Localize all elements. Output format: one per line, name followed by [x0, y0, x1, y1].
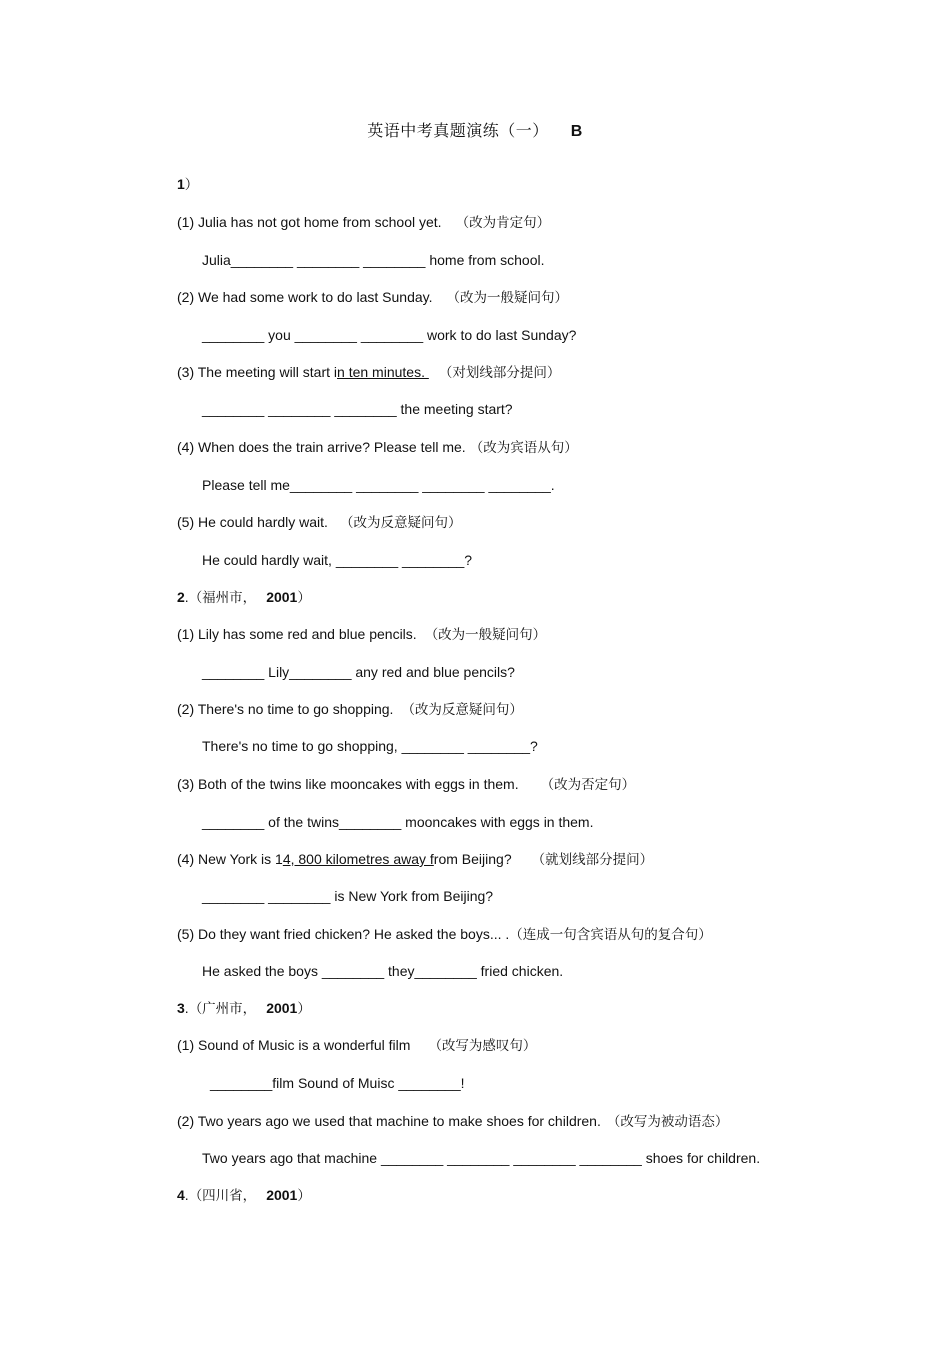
answer-line-3-2: Two years ago that machine ________ ________ ________ ________ shoes for children.	[202, 1150, 761, 1166]
hint-text: （四川省，	[188, 1188, 257, 1204]
text-run: (5) Do they want fried chicken? He asked the boys... .	[177, 926, 510, 942]
answer-line-2-4: ________ ________ is New York from Beijing?	[202, 888, 494, 904]
text-run: (1) Sound of Music is a wonderful film	[177, 1037, 411, 1053]
hint-text: （改写为感叹句）	[428, 1038, 537, 1054]
question-2-5	[177, 925, 712, 944]
question-3-1	[177, 1036, 536, 1055]
text-run: 2001	[266, 1187, 298, 1203]
hint-text: （改写为被动语态）	[606, 1114, 729, 1130]
text-run: (2) We had some work to do last Sunday.	[177, 289, 433, 305]
hint-text: （广州市，	[188, 1001, 257, 1017]
section-2-header	[177, 588, 311, 607]
hint-text: （改为反意疑问句）	[401, 702, 523, 718]
underlined-phrase: n ten minutes.	[337, 364, 429, 380]
hint-text: （改为肯定句）	[455, 215, 551, 231]
answer-line-1-4: Please tell me________ ________ ________ ________.	[202, 477, 555, 493]
text-run: 1	[177, 176, 185, 192]
text-run: 4	[177, 1187, 185, 1203]
hint-text: （就划线部分提问）	[531, 852, 654, 868]
text-run: 2001	[266, 1000, 298, 1016]
question-1-3	[177, 363, 560, 382]
hint-text: （改为反意疑问句）	[339, 515, 462, 531]
text-run: (1) Julia has not got home from school yet.	[177, 214, 442, 230]
question-1-1	[177, 213, 550, 232]
text-run: 2001	[266, 589, 298, 605]
title-suffix: B	[570, 123, 583, 140]
question-3-2	[177, 1112, 728, 1131]
answer-line-2-3: ________ of the twins________ mooncakes with eggs in them.	[202, 814, 594, 830]
text-run: 3	[177, 1000, 185, 1016]
hint-text: （改为否定句）	[540, 777, 636, 793]
text-run: (2) There's no time to go shopping.	[177, 701, 394, 717]
text-run: 2	[177, 589, 185, 605]
question-2-4	[177, 850, 653, 869]
hint-text: （对划线部分提问）	[438, 365, 561, 381]
text-run: .	[184, 589, 189, 605]
question-2-1	[177, 625, 546, 644]
question-1-2	[177, 288, 568, 307]
hint-text: （改为宾语从句）	[469, 440, 578, 456]
hint-text: ）	[297, 590, 311, 606]
text-run: (3) The meeting will start i	[177, 364, 338, 380]
hint-text: ）	[184, 177, 199, 193]
title-main: 英语中考真题演练（一）	[367, 121, 549, 140]
answer-line-1-1: Julia________ ________ ________ home from school.	[202, 252, 545, 268]
answer-line-1-3: ________ ________ ________ the meeting start?	[202, 401, 513, 417]
question-1-4	[177, 438, 578, 457]
question-2-3	[177, 775, 635, 794]
text-run: (3) Both of the twins like mooncakes with eggs in them.	[177, 776, 519, 792]
answer-line-2-5: He asked the boys ________ they________ fried chicken.	[202, 963, 564, 979]
section-4-header	[177, 1186, 311, 1205]
text-run: (2) Two years ago we used that machine to make shoes for children.	[177, 1113, 601, 1129]
hint-text: （改为一般疑问句）	[446, 290, 568, 306]
question-1-5	[177, 513, 461, 532]
section-1-header	[177, 175, 198, 194]
answer-line-2-1: ________ Lily________ any red and blue pencils?	[202, 664, 515, 680]
answer-line-3-1: ________film Sound of Muisc ________!	[210, 1075, 465, 1091]
answer-line-2-2: There's no time to go shopping, ________ ________?	[202, 738, 538, 754]
question-2-2	[177, 700, 523, 719]
answer-line-1-2: ________ you ________ ________ work to do last Sunday?	[202, 327, 577, 343]
hint-text: （改为一般疑问句）	[424, 627, 547, 643]
text-run: (4) New York is 1	[177, 851, 283, 867]
text-run: (4) When does the train arrive? Please tell me.	[177, 439, 466, 455]
hint-text: （连成一句含宾语从句的复合句）	[509, 927, 712, 943]
text-run: .	[184, 1000, 189, 1016]
answer-line-1-5: He could hardly wait, ________ ________?	[202, 552, 473, 568]
text-run: rom Beijing?	[433, 851, 512, 867]
page-title	[0, 118, 950, 141]
text-run: (5) He could hardly wait.	[177, 514, 328, 530]
hint-text: ）	[297, 1001, 311, 1017]
hint-text: ）	[297, 1188, 311, 1204]
text-run: .	[184, 1187, 189, 1203]
section-3-header	[177, 999, 311, 1018]
text-run: (1) Lily has some red and blue pencils.	[177, 626, 417, 642]
hint-text: （福州市，	[188, 590, 257, 606]
underlined-phrase: 4, 800 kilometres away f	[282, 851, 434, 867]
